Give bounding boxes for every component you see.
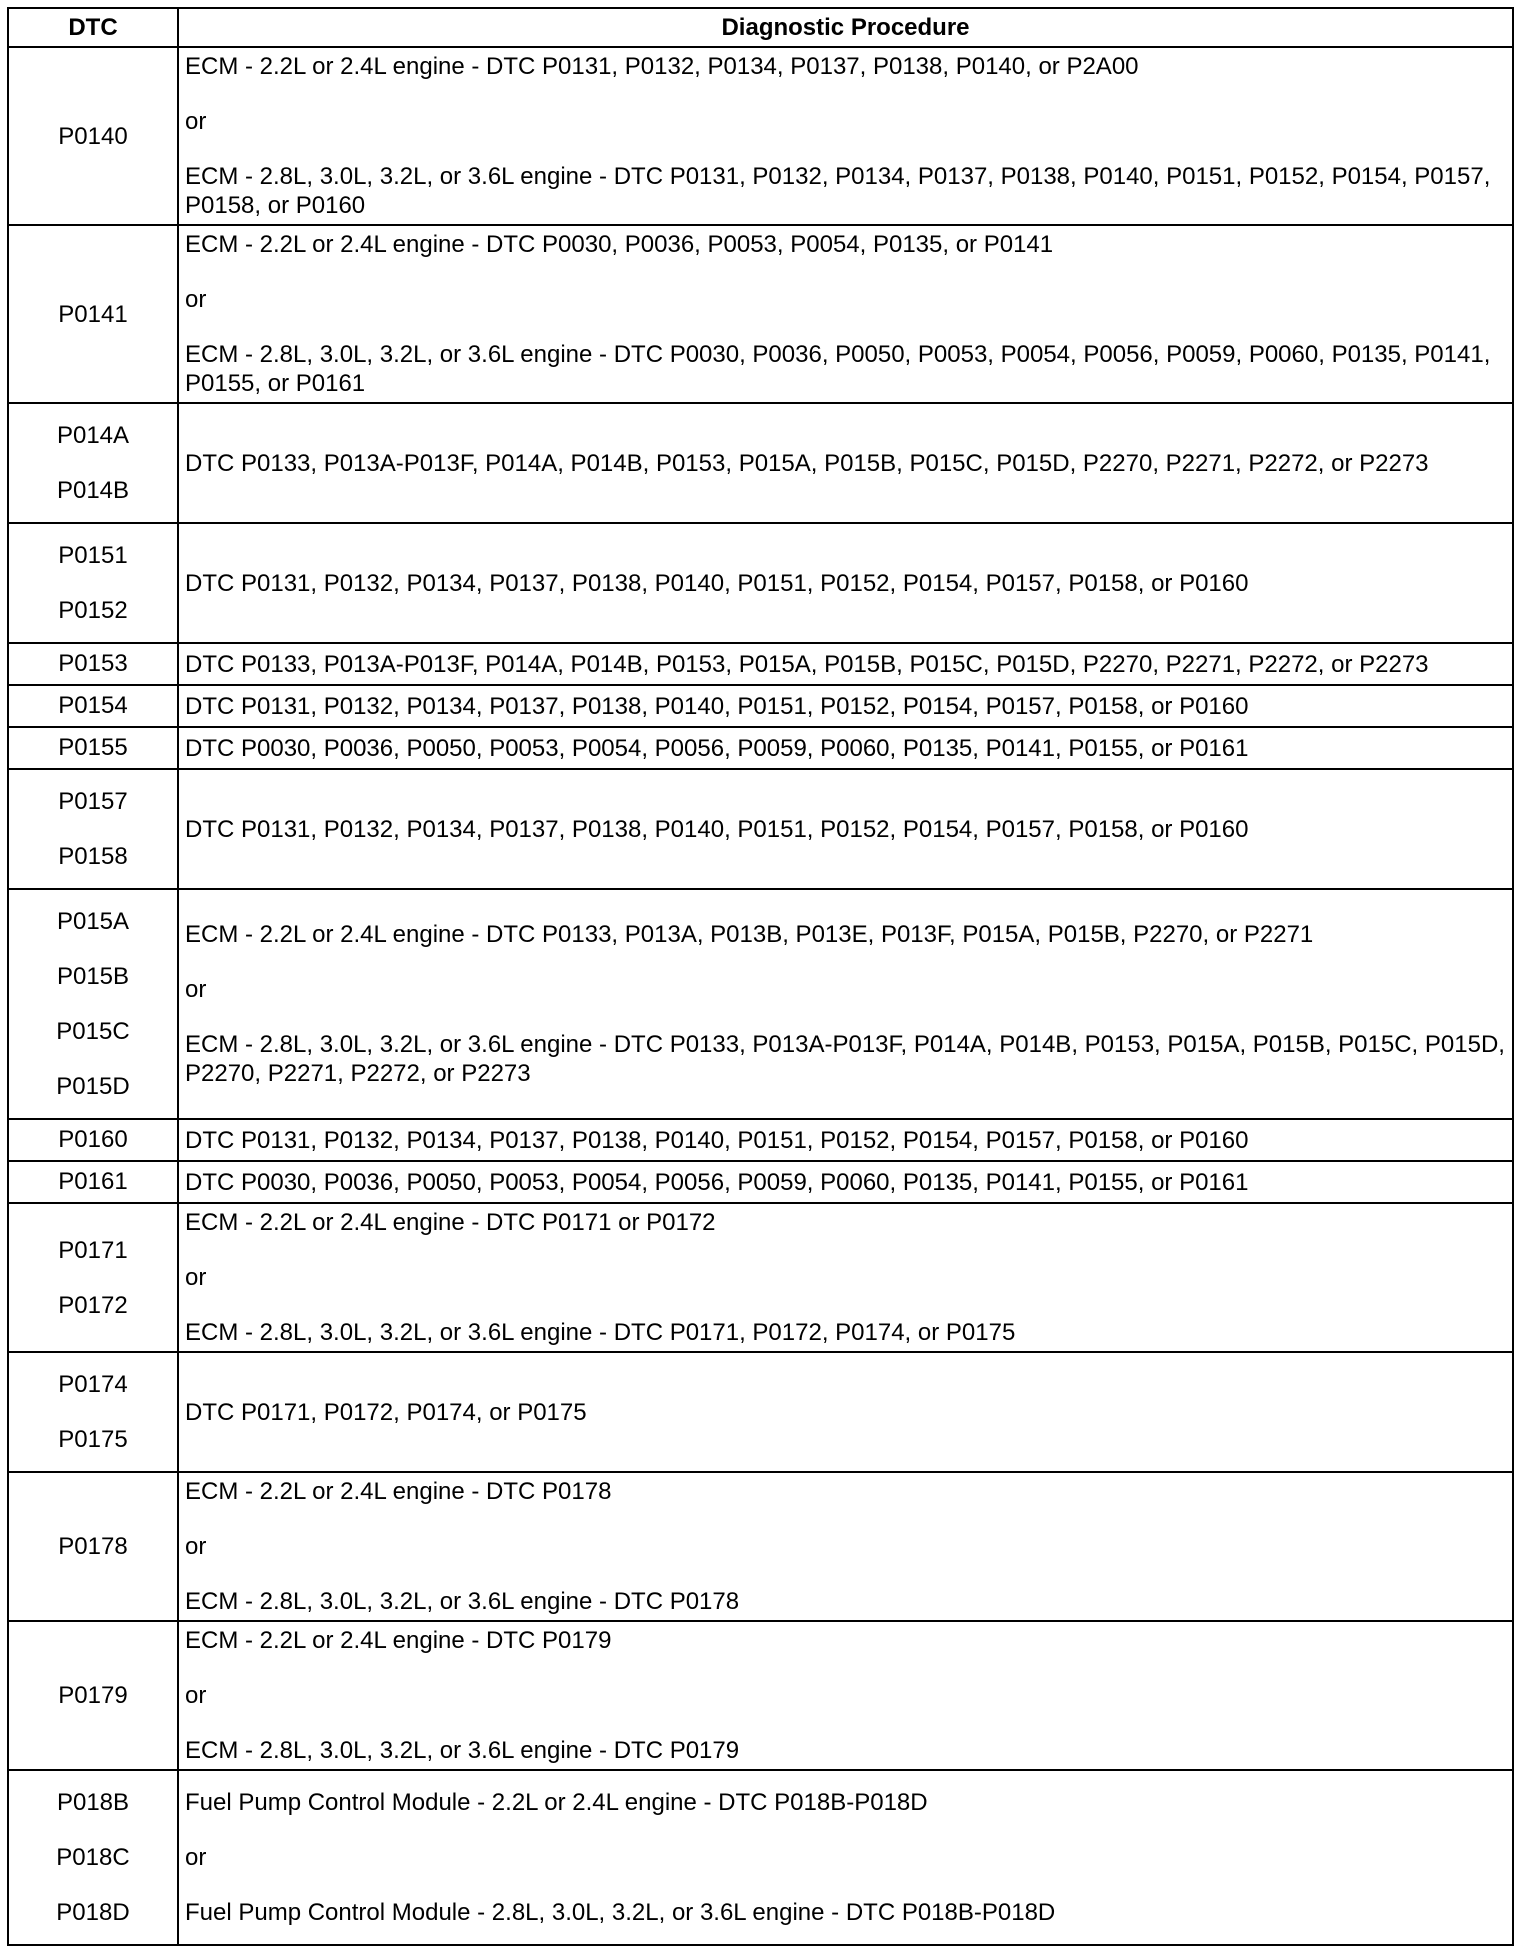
dtc-code: P015D [56, 1073, 130, 1100]
procedure-separator: or [185, 976, 207, 1003]
dtc-code-cell [8, 1203, 178, 1352]
dtc-code-cell [8, 1770, 178, 1945]
procedure-text: ECM - 2.2L or 2.4L engine - DTC P0178 [185, 1478, 612, 1505]
procedure-text: ECM - 2.2L or 2.4L engine - DTC P0179 [185, 1627, 612, 1654]
table-row [8, 685, 1513, 727]
dtc-code: P0151 [58, 542, 128, 569]
procedure-text: DTC P0030, P0036, P0050, P0053, P0054, P0056, P0059, P0060, P0135, P0141, P0155, or P0161 [185, 1168, 1249, 1196]
table-row [8, 1770, 1513, 1945]
procedure-text: DTC P0131, P0132, P0134, P0137, P0138, P0140, P0151, P0152, P0154, P0157, P0158, or P0160 [185, 815, 1249, 843]
procedure-text: DTC P0171, P0172, P0174, or P0175 [185, 1398, 587, 1426]
dtc-code-cell [8, 643, 178, 685]
table-row [8, 1352, 1513, 1472]
table-row [8, 769, 1513, 889]
procedure-separator: or [185, 1264, 207, 1291]
table-row [8, 523, 1513, 643]
dtc-code: P0157 [58, 788, 128, 815]
dtc-code: P018B [56, 1789, 130, 1816]
procedure-cell [178, 727, 1513, 769]
table-row [8, 47, 1513, 225]
dtc-code-cell [8, 47, 178, 225]
procedure-text: ECM - 2.2L or 2.4L engine - DTC P0133, P013A, P013B, P013E, P013F, P015A, P015B, P2270, or P2271 [185, 921, 1314, 948]
dtc-code: P0174 [58, 1371, 128, 1398]
dtc-code: P0154 [58, 692, 128, 719]
procedure-text: ECM - 2.2L or 2.4L engine - DTC P0131, P0132, P0134, P0137, P0138, P0140, or P2A00 [185, 53, 1139, 80]
dtc-code: P0172 [58, 1291, 128, 1319]
table-body [8, 47, 1513, 1945]
dtc-code: P0178 [58, 1533, 128, 1560]
procedure-text: DTC P0133, P013A-P013F, P014A, P014B, P0153, P015A, P015B, P015C, P015D, P2270, P2271, P2272, or P2273 [185, 650, 1429, 678]
dtc-code: P015C [56, 1018, 130, 1045]
table-row [8, 225, 1513, 403]
table-row [8, 1119, 1513, 1161]
table-row [8, 403, 1513, 523]
dtc-code: P0153 [58, 650, 128, 677]
dtc-code: P0160 [58, 1126, 128, 1153]
procedure-cell [178, 1770, 1513, 1945]
dtc-code-cell [8, 769, 178, 889]
dtc-code-cell [8, 403, 178, 523]
dtc-code-cell [8, 1352, 178, 1472]
procedure-cell [178, 1352, 1513, 1472]
procedure-separator: or [185, 1533, 207, 1560]
dtc-code-cell [8, 889, 178, 1119]
procedure-text: ECM - 2.8L, 3.0L, 3.2L, or 3.6L engine - DTC P0030, P0036, P0050, P0053, P0054, P0056, P0059, P0060, P0135, P0141, P0155, or P0161 [185, 341, 1491, 397]
dtc-code-cell [8, 685, 178, 727]
dtc-code-cell [8, 523, 178, 643]
dtc-code-cell [8, 1119, 178, 1161]
table-row [8, 643, 1513, 685]
dtc-code-cell [8, 1621, 178, 1770]
procedure-text: DTC P0030, P0036, P0050, P0053, P0054, P0056, P0059, P0060, P0135, P0141, P0155, or P0161 [185, 734, 1249, 762]
procedure-cell [178, 403, 1513, 523]
procedure-text: ECM - 2.8L, 3.0L, 3.2L, or 3.6L engine - DTC P0178 [185, 1588, 740, 1615]
dtc-code: P0158 [58, 843, 128, 870]
dtc-code: P0155 [58, 734, 128, 761]
procedure-cell [178, 523, 1513, 643]
procedure-cell [178, 1472, 1513, 1621]
table-row [8, 1472, 1513, 1621]
table-row [8, 1621, 1513, 1770]
table-row [8, 889, 1513, 1119]
dtc-code: P015A [56, 908, 130, 935]
dtc-code: P0171 [58, 1236, 128, 1264]
dtc-code-cell [8, 1161, 178, 1203]
procedure-cell [178, 769, 1513, 889]
procedure-text: ECM - 2.2L or 2.4L engine - DTC P0171 or P0172 [185, 1209, 716, 1236]
procedure-separator: or [185, 286, 207, 313]
procedure-text: DTC P0131, P0132, P0134, P0137, P0138, P0140, P0151, P0152, P0154, P0157, P0158, or P0160 [185, 1126, 1249, 1154]
procedure-text: ECM - 2.2L or 2.4L engine - DTC P0030, P0036, P0053, P0054, P0135, or P0141 [185, 231, 1054, 258]
dtc-code: P0140 [58, 122, 128, 150]
procedure-cell [178, 685, 1513, 727]
procedure-cell [178, 1119, 1513, 1161]
procedure-cell [178, 643, 1513, 685]
dtc-code-cell [8, 225, 178, 403]
procedure-column-header: Diagnostic Procedure [178, 8, 1513, 47]
procedure-cell [178, 1161, 1513, 1203]
procedure-cell [178, 1621, 1513, 1770]
procedure-separator: or [185, 1682, 207, 1709]
procedure-text: ECM - 2.8L, 3.0L, 3.2L, or 3.6L engine - DTC P0133, P013A-P013F, P014A, P014B, P0153, P015A, P015B, P015C, P015D, P2270, P2271, P2272, or P2273 [185, 1031, 1505, 1087]
procedure-text: Fuel Pump Control Module - 2.8L, 3.0L, 3.2L, or 3.6L engine - DTC P018B-P018D [185, 1899, 1056, 1926]
dtc-procedure-table [7, 7, 1514, 1946]
dtc-code-cell [8, 1472, 178, 1621]
procedure-separator: or [185, 108, 207, 135]
procedure-cell [178, 47, 1513, 225]
dtc-code: P018C [56, 1844, 130, 1871]
procedure-cell [178, 225, 1513, 403]
table-row [8, 1161, 1513, 1203]
procedure-text: ECM - 2.8L, 3.0L, 3.2L, or 3.6L engine - DTC P0131, P0132, P0134, P0137, P0138, P0140, P0151, P0152, P0154, P0157, P0158, or P0160 [185, 163, 1491, 219]
table-header-row [8, 8, 1513, 47]
procedure-separator: or [185, 1844, 207, 1871]
procedure-text: ECM - 2.8L, 3.0L, 3.2L, or 3.6L engine - DTC P0179 [185, 1737, 740, 1764]
table-row [8, 1203, 1513, 1352]
dtc-code: P0179 [58, 1682, 128, 1709]
dtc-code: P0175 [58, 1426, 128, 1453]
dtc-code: P014A [56, 422, 130, 449]
procedure-text: ECM - 2.8L, 3.0L, 3.2L, or 3.6L engine - DTC P0171, P0172, P0174, or P0175 [185, 1319, 1016, 1346]
dtc-code: P0141 [58, 300, 128, 328]
dtc-code: P018D [56, 1899, 130, 1926]
dtc-code: P0152 [58, 597, 128, 624]
dtc-code: P015B [56, 963, 130, 990]
dtc-code-cell [8, 727, 178, 769]
dtc-table-wrapper [7, 7, 1514, 1946]
dtc-code: P0161 [58, 1168, 128, 1195]
procedure-text: Fuel Pump Control Module - 2.2L or 2.4L engine - DTC P018B-P018D [185, 1789, 928, 1816]
dtc-code: P014B [56, 477, 130, 504]
procedure-text: DTC P0131, P0132, P0134, P0137, P0138, P0140, P0151, P0152, P0154, P0157, P0158, or P0160 [185, 692, 1249, 720]
procedure-cell [178, 889, 1513, 1119]
dtc-column-header: DTC [8, 8, 178, 47]
procedure-text: DTC P0131, P0132, P0134, P0137, P0138, P0140, P0151, P0152, P0154, P0157, P0158, or P0160 [185, 569, 1249, 597]
table-row [8, 727, 1513, 769]
procedure-text: DTC P0133, P013A-P013F, P014A, P014B, P0153, P015A, P015B, P015C, P015D, P2270, P2271, P2272, or P2273 [185, 449, 1429, 477]
procedure-cell [178, 1203, 1513, 1352]
